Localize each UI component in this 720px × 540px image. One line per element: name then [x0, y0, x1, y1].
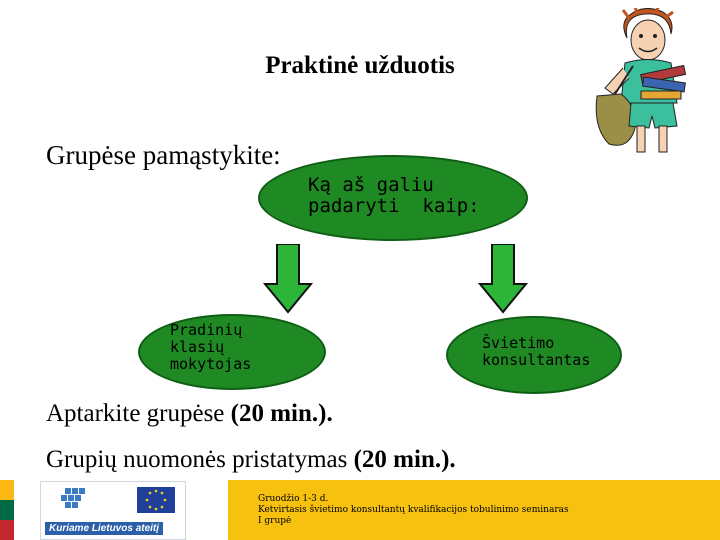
left-down-arrow	[263, 244, 313, 314]
group-prompt: Grupėse pamąstykite:	[46, 140, 281, 170]
slide-title: Praktinė užduotis	[265, 52, 455, 79]
footer-date: Gruodžio 1-3 d.	[258, 494, 329, 504]
question-node-label: Ką aš galiu padaryti kaip:	[308, 174, 480, 218]
consultant-node-label: Švietimo konsultantas	[482, 334, 591, 369]
question-node	[258, 155, 528, 241]
consultant-node	[446, 316, 622, 394]
footer-text	[258, 494, 569, 527]
right-down-arrow	[478, 244, 528, 314]
student-illustration	[585, 8, 715, 158]
teacher-node	[138, 314, 326, 390]
eu-funding-logo	[40, 481, 186, 540]
task-discuss	[46, 400, 333, 428]
footer-slogan: Kuriame Lietuvos ateitį	[45, 522, 163, 535]
task-present-time: (20 min.).	[353, 446, 456, 473]
footer-seminar: Ketvirtasis švietimo konsultantų kvalifikacijos tobulinimo seminaras	[258, 505, 569, 515]
task-discuss-time: (20 min.).	[230, 400, 333, 427]
teacher-node-label: Pradinių klasių mokytojas	[170, 321, 252, 373]
eu-flag-icon	[41, 482, 185, 522]
footer-group: I grupė	[258, 516, 292, 526]
lithuanian-flag-icon	[0, 480, 14, 540]
task-discuss-text: Aptarkite grupėse	[46, 400, 231, 427]
footer-bar	[0, 480, 720, 540]
task-present-text: Grupių nuomonės pristatymas	[46, 446, 354, 473]
task-present	[46, 446, 456, 474]
